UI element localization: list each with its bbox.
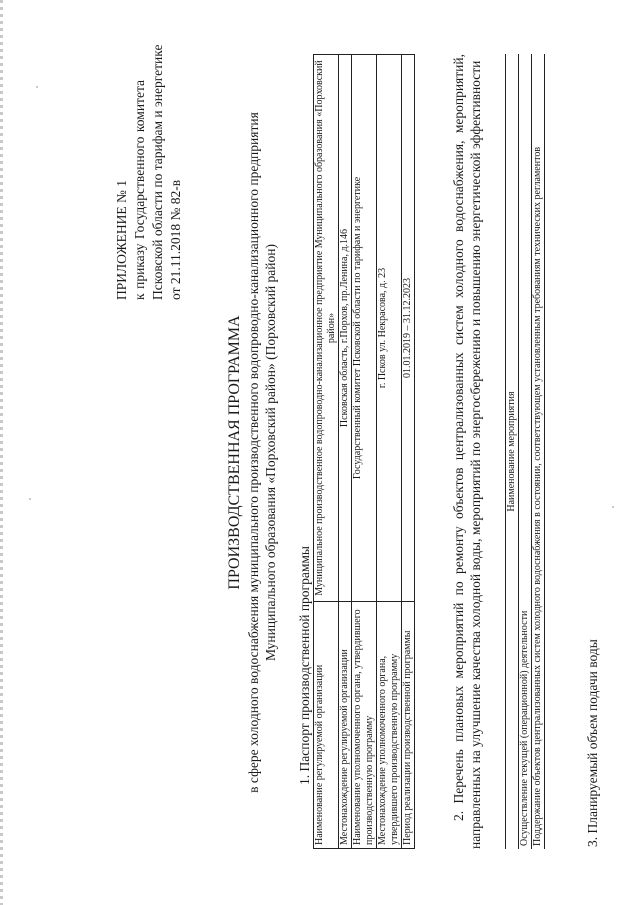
table-row xyxy=(352,55,377,849)
passport-label: Период реализации производственной программы xyxy=(402,602,415,849)
appendix-date: от 21.11.2018 № 82-в xyxy=(168,179,183,300)
measure-item: Осуществление текущей (операционной) деятельности xyxy=(519,54,532,849)
section2-paragraph xyxy=(450,54,484,849)
measures-table xyxy=(505,54,545,849)
table-row xyxy=(377,55,402,849)
passport-label: Наименование регулируемой организации xyxy=(314,602,339,849)
section1-heading: 1. Паспорт производственной программы xyxy=(297,546,312,785)
measure-item: Поддержание объектов централизованных систем холодного водоснабжения в состоянии, соответствующем установленным требованиям технических регламентов xyxy=(532,54,545,849)
appendix-committee: Псковской области по тарифам и энергетике xyxy=(150,44,165,300)
section2-text: 2. Перечень плановых мероприятий по ремонту объектов централизованных систем холодного водоснабжения, мероприятий, направленных на улучшение качества холодной воды, мероприятий по энергосбережению и повышению энергетической эффективности xyxy=(451,54,483,849)
appendix-order-ref: к приказу Государственного комитета xyxy=(132,80,147,300)
program-title: ПРОИЗВОДСТВЕННАЯ ПРОГРАММА xyxy=(226,315,243,590)
appendix-title: ПРИЛОЖЕНИЕ № 1 xyxy=(114,179,129,300)
table-row xyxy=(339,55,352,849)
passport-value: Псковская область, г.Порхов, пр.Ленина, д.146 xyxy=(339,55,352,602)
passport-label: Местонахождение уполномоченного органа, утвердившего производственную программу xyxy=(377,602,402,849)
table-row xyxy=(519,54,532,849)
passport-label: Местонахождение регулируемой организации xyxy=(339,602,352,849)
passport-value: Государственный комитет Псковской области по тарифам и энергетике xyxy=(352,55,377,602)
passport-value: 01.01.2019 – 31.12.2023 xyxy=(402,55,415,602)
passport-label: Наименование уполномоченного органа, утвердившего производственную программу xyxy=(352,602,377,849)
program-subtitle: в сфере холодного водоснабжения муниципального производственного водопроводно-канализационного предприятия xyxy=(246,112,261,793)
passport-value: Муниципальное производственное водопроводно-канализационное предприятие Муниципального образования «Порховский район» xyxy=(314,55,339,602)
table-row xyxy=(506,54,519,849)
table-row xyxy=(314,55,339,849)
table-row xyxy=(402,55,415,849)
passport-table xyxy=(313,54,415,849)
section3-heading: 3. Планируемый объем подачи воды xyxy=(585,639,600,847)
passport-value: г. Псков ул. Некрасова, д. 23 xyxy=(377,55,402,602)
table-row xyxy=(532,54,545,849)
appendix-block xyxy=(113,44,185,300)
measures-header: Наименование мероприятия xyxy=(506,54,519,849)
program-subtitle-2: Муниципального образования «Порховский район» (Порховский район) xyxy=(263,244,278,661)
